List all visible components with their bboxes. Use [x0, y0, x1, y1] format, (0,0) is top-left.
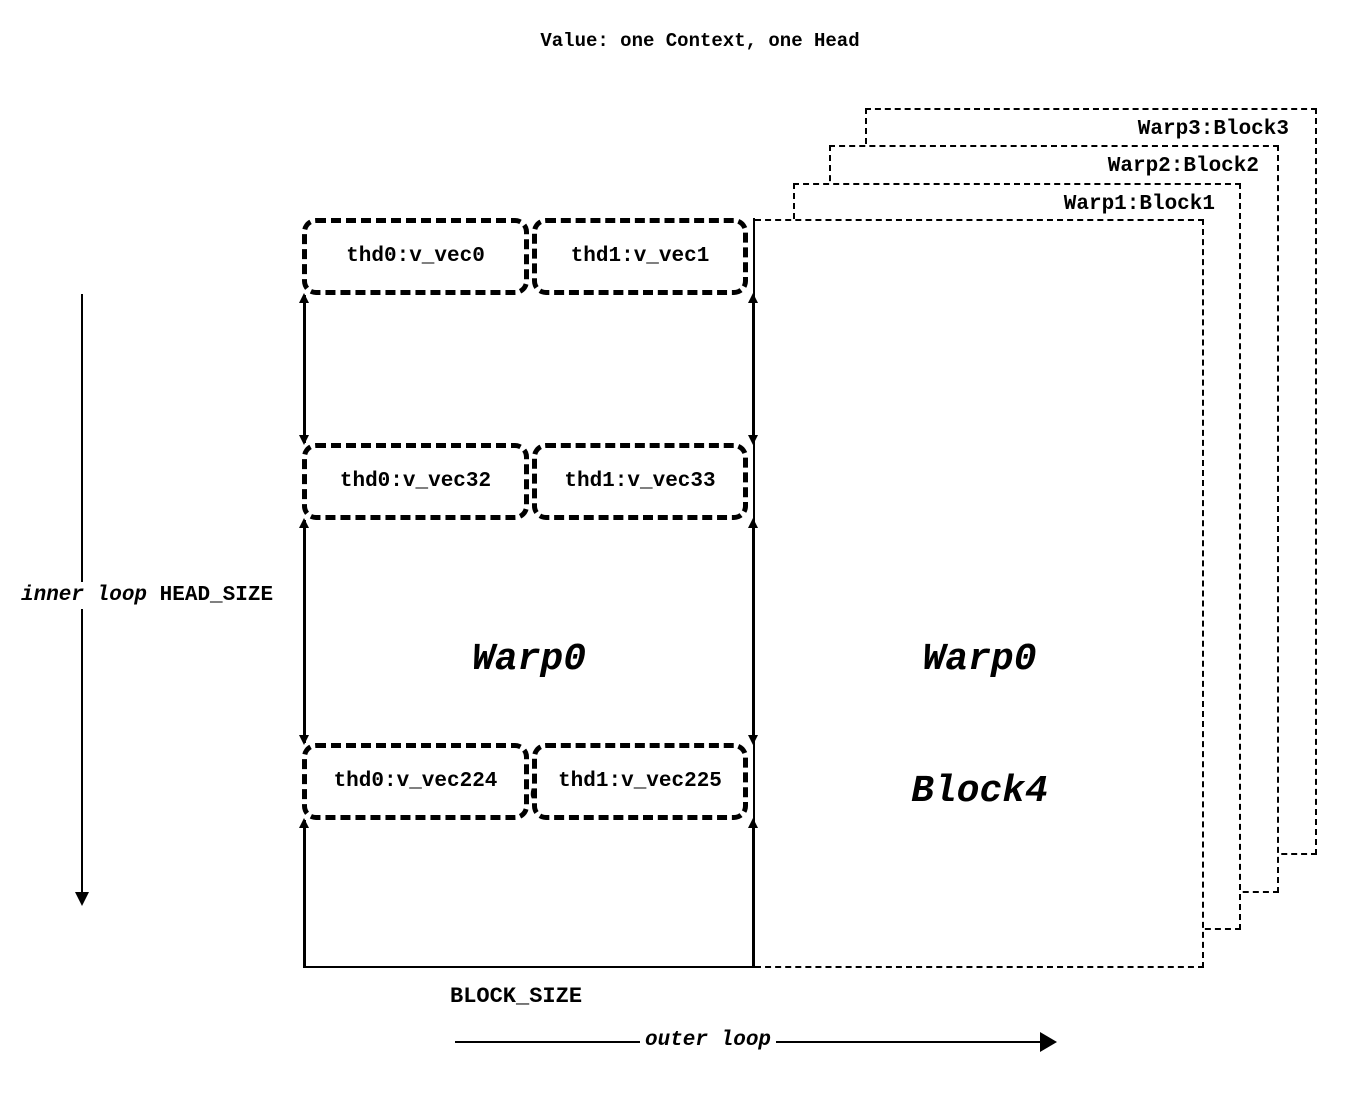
block4-label-line1: Warp0 — [922, 638, 1037, 681]
vec-cell-label: thd1:v_vec225 — [558, 770, 722, 793]
outer-loop-label: outer loop — [640, 1029, 776, 1052]
warp0-block4-label — [755, 550, 1204, 902]
vec-cell-thd0-vvec0 — [302, 218, 529, 295]
block-size-label: BLOCK_SIZE — [450, 984, 583, 1009]
vec-cell-label: thd0:v_vec32 — [339, 470, 492, 493]
warp2-block2-label: Warp2:Block2 — [1107, 155, 1259, 178]
inner-loop-arrowhead-icon — [75, 892, 89, 906]
warp1-block1-label: Warp1:Block1 — [1063, 193, 1215, 216]
vec-cell-label: thd0:v_vec224 — [333, 770, 498, 793]
vec-cell-label: thd1:v_vec33 — [564, 470, 716, 493]
block0-label-line1: Warp0 — [471, 638, 587, 681]
vec-cell-label: thd1:v_vec1 — [570, 245, 710, 268]
vec-cell-thd1-vvec1 — [532, 218, 748, 295]
warp3-block3-label: Warp3:Block3 — [1137, 118, 1289, 141]
inner-loop-head-size-label — [18, 582, 276, 609]
outer-loop-arrowhead-icon — [1040, 1032, 1057, 1052]
warp0-block0-label — [303, 550, 755, 902]
vec-cell-label: thd0:v_vec0 — [346, 245, 485, 268]
vec-cell-thd0-vvec224 — [302, 743, 529, 820]
vec-cell-thd1-vvec225 — [532, 743, 748, 820]
head-size-text: HEAD_SIZE — [159, 584, 274, 607]
right-edge-arrow-segment-3 — [752, 820, 755, 966]
inner-loop-text: inner loop — [21, 584, 148, 607]
vec-cell-thd0-vvec32 — [302, 443, 529, 520]
right-edge-arrow-segment-1 — [752, 295, 755, 443]
left-edge-arrow-segment-2 — [303, 520, 306, 743]
right-edge-arrow-segment-2 — [752, 520, 755, 743]
block4-label-line2: Block4 — [911, 770, 1048, 813]
diagram-title: Value: one Context, one Head — [540, 30, 860, 52]
left-edge-arrow-segment-1 — [303, 295, 306, 443]
vec-cell-thd1-vvec33 — [532, 443, 748, 520]
left-edge-arrow-segment-3 — [303, 820, 306, 966]
